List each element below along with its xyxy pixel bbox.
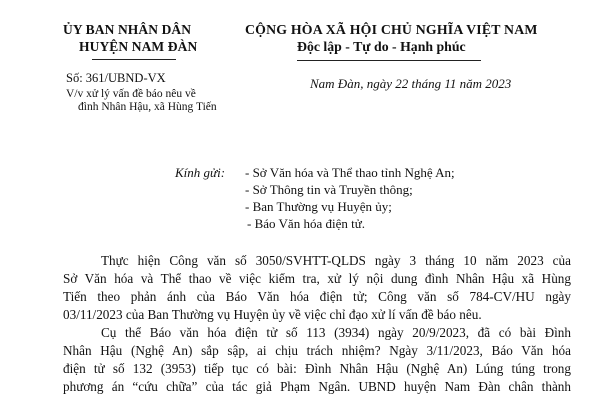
subject-line2: đình Nhân Hậu, xã Hùng Tiến bbox=[78, 101, 217, 113]
body-line: Cụ thể Báo văn hóa điện tử số 113 (3934) ngày 20/9/2023, đã có bài Đình bbox=[101, 325, 571, 340]
org-name-line1: ỦY BAN NHÂN DÂN bbox=[63, 22, 192, 37]
body-line: Tiến theo phản ánh của Báo Văn hóa điện tử; Công văn số 784-CV/HU ngày bbox=[63, 289, 571, 304]
body-line: điện tử số 132 (3953) tiếp tục có bài: Đình Nhân Hậu (Nghệ An) Lúng túng trong bbox=[63, 361, 571, 376]
subject-line1: V/v xử lý vấn đề báo nêu về bbox=[66, 88, 196, 100]
body-line: Nhân Hậu (Nghệ An) sắp sập, ai chịu trách nhiệm? Ngày 3/11/2023, Báo Văn hóa bbox=[63, 343, 571, 358]
body-line: Thực hiện Công văn số 3050/SVHTT-QLDS ngày 3 tháng 10 năm 2023 của bbox=[101, 253, 571, 268]
body-line: Sở Văn hóa và Thể thao về việc kiểm tra, xử lý nội dung đình Nhân Hậu xã Hùng bbox=[63, 271, 571, 286]
recipient-item: - Ban Thường vụ Huyện ủy; bbox=[245, 199, 392, 214]
motto-underline bbox=[297, 60, 481, 61]
body-line: phương án “cứu chữa” của tác giả Phạm Ngân. UBND huyện Nam Đàn chân thành bbox=[63, 379, 571, 394]
national-title: CỘNG HÒA XÃ HỘI CHỦ NGHĨA VIỆT NAM bbox=[245, 22, 538, 37]
recipients-label: Kính gửi: bbox=[175, 165, 226, 180]
recipient-item: - Sở Văn hóa và Thể thao tỉnh Nghệ An; bbox=[245, 165, 455, 180]
document-number: Số: 361/UBND-VX bbox=[66, 71, 166, 85]
body-line: 03/11/2023 của Ban Thường vụ Huyện ủy về việc chỉ đạo xử lí vấn đề báo nêu. bbox=[63, 307, 482, 322]
place-date-line: Nam Đàn, ngày 22 tháng 11 năm 2023 bbox=[310, 76, 512, 91]
recipient-item: - Báo Văn hóa điện tử. bbox=[247, 216, 366, 231]
recipient-item: - Sở Thông tin và Truyền thông; bbox=[245, 182, 413, 197]
org-name-line2: HUYỆN NAM ĐÀN bbox=[79, 39, 198, 54]
national-motto: Độc lập - Tự do - Hạnh phúc bbox=[297, 39, 466, 54]
org-underline bbox=[92, 59, 176, 60]
